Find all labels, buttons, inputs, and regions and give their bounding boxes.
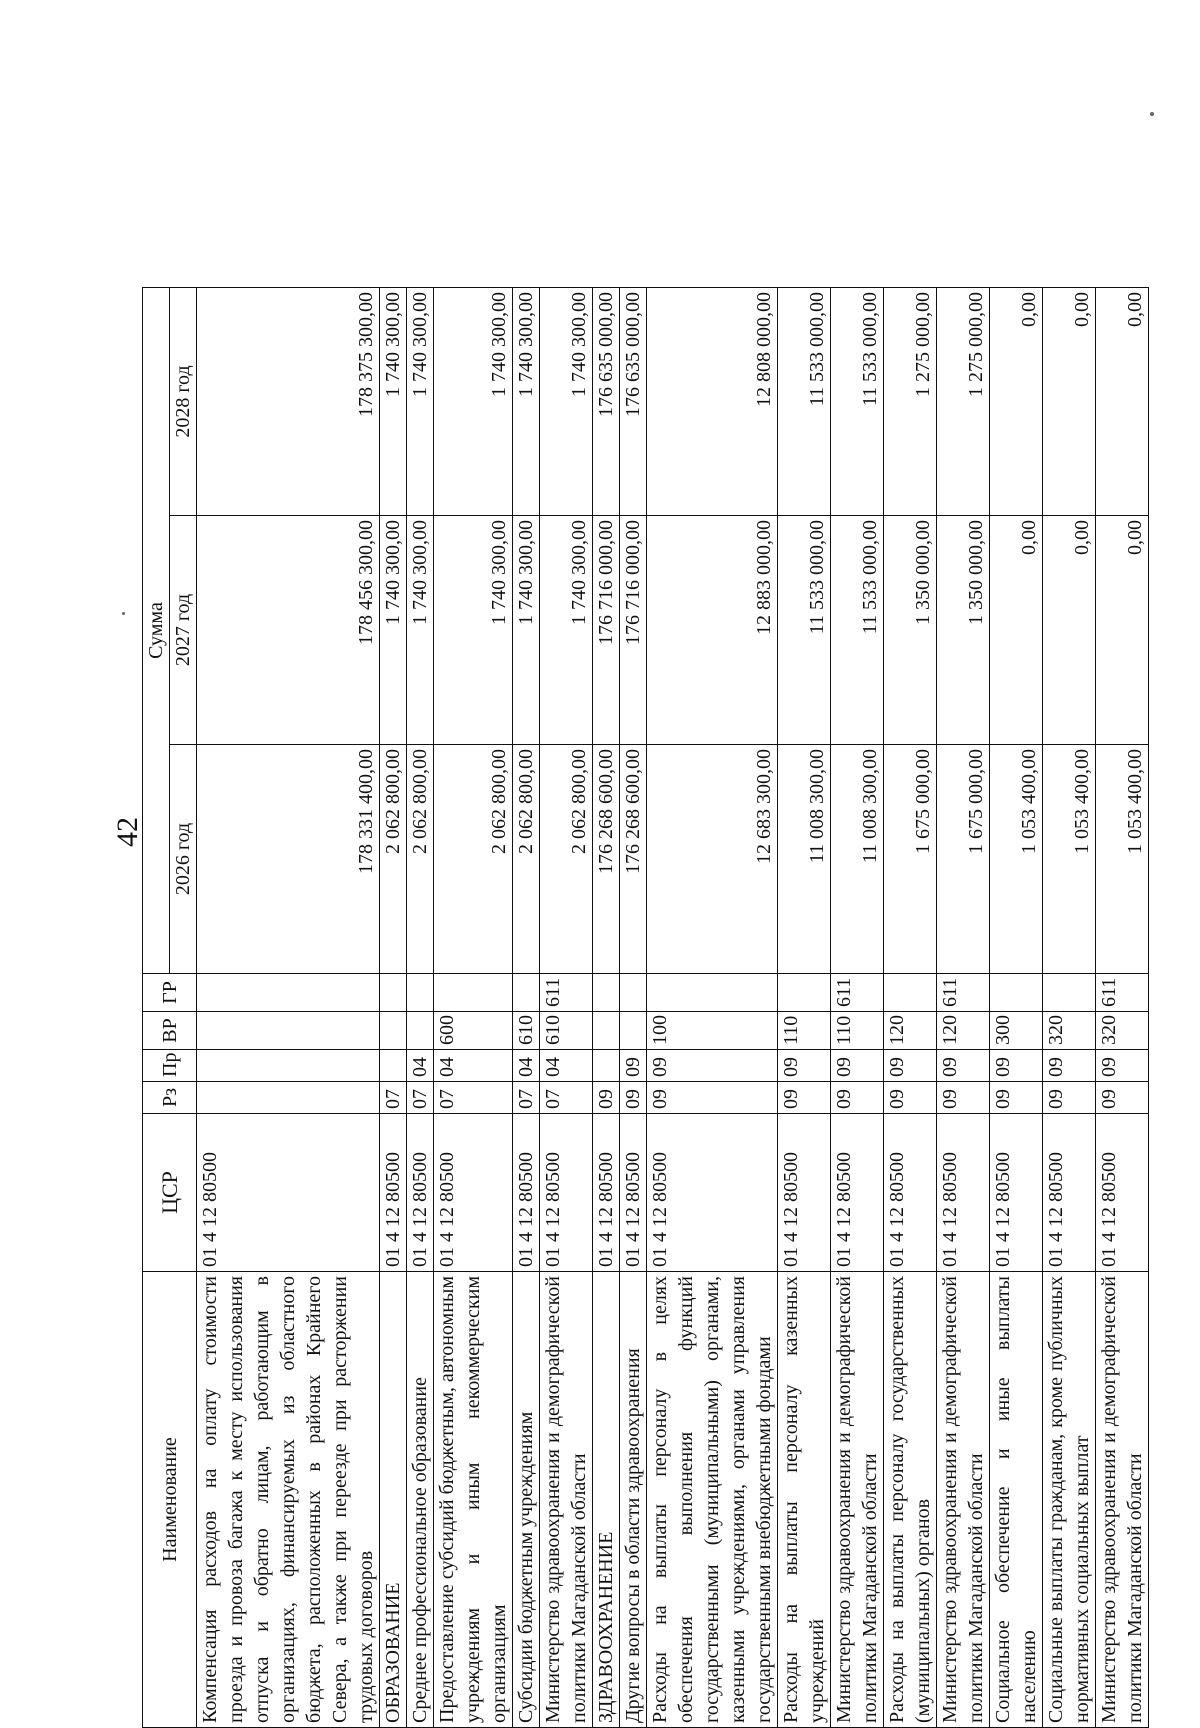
header-2028: 2028 год [170, 287, 197, 515]
scan-speck [122, 612, 125, 615]
cell-2028: 12 808 000,00 [647, 287, 778, 515]
cell-2026: 2 062 800,00 [380, 745, 407, 974]
cell-pr: 09 [1043, 1050, 1096, 1082]
cell-csr: 01 4 12 80500 [197, 1114, 380, 1272]
header-sum: Сумма [143, 287, 170, 973]
cell-rz: 09 [593, 1082, 620, 1114]
cell-2028: 1 740 300,00 [540, 287, 593, 515]
cell-name: Компенсация расходов на оплату стоимости проезда и провоза багажа к месту использования отпуска и обратно лицам, работающим в организациях, финансируемых из областного бюджета, расположенных в районах Крайнего Севера, а также при переезде при расторжении трудовых договоров [197, 1272, 380, 1728]
cell-pr: 09 [620, 1050, 647, 1082]
cell-2026: 178 331 400,00 [197, 745, 380, 974]
cell-name: Министерство здравоохранения и демографической политики Магаданской области [540, 1272, 593, 1728]
cell-rz: 07 [434, 1082, 513, 1114]
cell-csr: 01 4 12 80500 [540, 1114, 593, 1272]
table-row [778, 287, 831, 1727]
cell-pr [380, 1050, 407, 1082]
cell-2026: 2 062 800,00 [513, 745, 540, 974]
table-row [197, 287, 380, 1727]
cell-rz: 07 [407, 1082, 434, 1114]
cell-2028: 1 740 300,00 [513, 287, 540, 515]
cell-name: Субсидии бюджетным учреждениям [513, 1272, 540, 1728]
cell-gr [434, 974, 513, 1012]
cell-gr [513, 974, 540, 1012]
cell-2027: 1 740 300,00 [540, 516, 593, 745]
cell-gr: 611 [937, 974, 990, 1012]
cell-pr: 09 [937, 1050, 990, 1082]
table-row [1043, 287, 1096, 1727]
table-row [593, 287, 620, 1727]
table-row [831, 287, 884, 1727]
cell-rz: 07 [380, 1082, 407, 1114]
cell-gr [990, 974, 1043, 1012]
cell-vr: 600 [434, 1012, 513, 1050]
table-row [407, 287, 434, 1727]
cell-csr: 01 4 12 80500 [434, 1114, 513, 1272]
scan-speck [1150, 112, 1154, 116]
cell-gr [647, 974, 778, 1012]
cell-pr: 09 [884, 1050, 937, 1082]
cell-vr: 320 [1096, 1012, 1149, 1050]
cell-csr: 01 4 12 80500 [884, 1114, 937, 1272]
cell-2028: 0,00 [1043, 287, 1096, 515]
table-row [434, 287, 513, 1727]
cell-2028: 176 635 000,00 [620, 287, 647, 515]
cell-gr [197, 974, 380, 1012]
cell-gr: 611 [540, 974, 593, 1012]
cell-name: Социальное обеспечение и иные выплаты населению [990, 1272, 1043, 1728]
cell-name: Среднее профессиональное образование [407, 1272, 434, 1728]
cell-2026: 2 062 800,00 [540, 745, 593, 974]
cell-vr [380, 1012, 407, 1050]
cell-pr: 09 [990, 1050, 1043, 1082]
cell-vr: 120 [937, 1012, 990, 1050]
cell-2027: 0,00 [1096, 516, 1149, 745]
cell-csr: 01 4 12 80500 [990, 1114, 1043, 1272]
header-rz: Рз [143, 1082, 197, 1114]
cell-2026: 11 008 300,00 [831, 745, 884, 974]
cell-vr: 110 [831, 1012, 884, 1050]
cell-pr: 09 [1096, 1050, 1149, 1082]
cell-csr: 01 4 12 80500 [1096, 1114, 1149, 1272]
cell-2027: 0,00 [1043, 516, 1096, 745]
header-pr: Пр [143, 1050, 197, 1082]
header-vr: ВР [143, 1012, 197, 1050]
cell-csr: 01 4 12 80500 [620, 1114, 647, 1272]
cell-2028: 1 740 300,00 [407, 287, 434, 515]
cell-gr: 611 [1096, 974, 1149, 1012]
cell-2028: 0,00 [990, 287, 1043, 515]
cell-vr: 320 [1043, 1012, 1096, 1050]
table-row [540, 287, 593, 1727]
cell-2027: 176 716 000,00 [620, 516, 647, 745]
cell-name: ЗДРАВООХРАНЕНИЕ [593, 1272, 620, 1728]
table-row [513, 287, 540, 1727]
cell-csr: 01 4 12 80500 [513, 1114, 540, 1272]
cell-gr [1043, 974, 1096, 1012]
header-2027: 2027 год [170, 516, 197, 745]
cell-2028: 11 533 000,00 [831, 287, 884, 515]
cell-rz: 09 [1043, 1082, 1096, 1114]
cell-2027: 176 716 000,00 [593, 516, 620, 745]
cell-gr [778, 974, 831, 1012]
cell-2027: 1 350 000,00 [884, 516, 937, 745]
table-row [884, 287, 937, 1727]
cell-gr [593, 974, 620, 1012]
cell-gr [884, 974, 937, 1012]
cell-rz: 09 [778, 1082, 831, 1114]
cell-csr: 01 4 12 80500 [1043, 1114, 1096, 1272]
cell-csr: 01 4 12 80500 [593, 1114, 620, 1272]
cell-vr [407, 1012, 434, 1050]
cell-2028: 11 533 000,00 [778, 287, 831, 515]
cell-2026: 11 008 300,00 [778, 745, 831, 974]
cell-gr [407, 974, 434, 1012]
cell-csr: 01 4 12 80500 [647, 1114, 778, 1272]
cell-2027: 1 350 000,00 [937, 516, 990, 745]
cell-2027: 178 456 300,00 [197, 516, 380, 745]
table-row [647, 287, 778, 1727]
cell-name: ОБРАЗОВАНИЕ [380, 1272, 407, 1728]
cell-2028: 178 375 300,00 [197, 287, 380, 515]
cell-2027: 1 740 300,00 [407, 516, 434, 745]
cell-csr: 01 4 12 80500 [937, 1114, 990, 1272]
cell-rz: 09 [620, 1082, 647, 1114]
cell-name: Министерство здравоохранения и демографической политики Магаданской области [937, 1272, 990, 1728]
table-body [197, 287, 1149, 1727]
cell-2027: 12 883 000,00 [647, 516, 778, 745]
cell-pr: 04 [434, 1050, 513, 1082]
table-row [380, 287, 407, 1727]
cell-csr: 01 4 12 80500 [380, 1114, 407, 1272]
cell-name: Министерство здравоохранения и демографической политики Магаданской области [1096, 1272, 1149, 1728]
cell-rz: 07 [513, 1082, 540, 1114]
cell-2027: 1 740 300,00 [513, 516, 540, 745]
cell-pr: 09 [647, 1050, 778, 1082]
cell-2026: 1 053 400,00 [990, 745, 1043, 974]
cell-vr: 610 [540, 1012, 593, 1050]
cell-name: Социальные выплаты гражданам, кроме публичных нормативных социальных выплат [1043, 1272, 1096, 1728]
cell-rz [197, 1082, 380, 1114]
cell-pr: 04 [407, 1050, 434, 1082]
cell-2028: 1 275 000,00 [937, 287, 990, 515]
cell-name: Предоставление субсидий бюджетным, автономным учреждениям и иным некоммерческим организациям [434, 1272, 513, 1728]
cell-vr: 100 [647, 1012, 778, 1050]
cell-rz: 09 [884, 1082, 937, 1114]
cell-vr [620, 1012, 647, 1050]
cell-2026: 1 053 400,00 [1043, 745, 1096, 974]
cell-pr [593, 1050, 620, 1082]
cell-name: Министерство здравоохранения и демографической политики Магаданской области [831, 1272, 884, 1728]
table-row [1096, 287, 1149, 1727]
cell-pr: 04 [513, 1050, 540, 1082]
cell-vr: 300 [990, 1012, 1043, 1050]
cell-2028: 176 635 000,00 [593, 287, 620, 515]
cell-2026: 2 062 800,00 [407, 745, 434, 974]
cell-pr: 04 [540, 1050, 593, 1082]
cell-csr: 01 4 12 80500 [778, 1114, 831, 1272]
cell-vr [593, 1012, 620, 1050]
cell-vr: 110 [778, 1012, 831, 1050]
cell-2028: 0,00 [1096, 287, 1149, 515]
cell-vr: 120 [884, 1012, 937, 1050]
header-2026: 2026 год [170, 745, 197, 974]
budget-table [142, 287, 1149, 1728]
cell-gr [380, 974, 407, 1012]
cell-rz: 09 [990, 1082, 1043, 1114]
cell-pr: 09 [778, 1050, 831, 1082]
cell-vr [197, 1012, 380, 1050]
cell-2028: 1 740 300,00 [434, 287, 513, 515]
budget-table-rotated [142, 288, 1146, 1728]
cell-rz: 09 [937, 1082, 990, 1114]
cell-rz: 09 [1096, 1082, 1149, 1114]
cell-2026: 1 053 400,00 [1096, 745, 1149, 974]
cell-csr: 01 4 12 80500 [831, 1114, 884, 1272]
cell-2027: 11 533 000,00 [778, 516, 831, 745]
cell-2026: 12 683 300,00 [647, 745, 778, 974]
cell-gr [620, 974, 647, 1012]
cell-name: Расходы на выплаты персоналу в целях обеспечения выполнения функций государственными (муниципальными) органами, казенными учреждениями, органами управления государственными внебюджетными фондами [647, 1272, 778, 1728]
cell-2026: 1 675 000,00 [884, 745, 937, 974]
cell-csr: 01 4 12 80500 [407, 1114, 434, 1272]
cell-2026: 2 062 800,00 [434, 745, 513, 974]
cell-pr: 09 [831, 1050, 884, 1082]
table-row [620, 287, 647, 1727]
cell-name: Расходы на выплаты персоналу государственных (муниципальных) органов [884, 1272, 937, 1728]
cell-2027: 1 740 300,00 [380, 516, 407, 745]
cell-name: Другие вопросы в области здравоохранения [620, 1272, 647, 1728]
page-number: 42 [111, 817, 144, 847]
table-row [990, 287, 1043, 1727]
header-name: Наименование [143, 1272, 197, 1728]
cell-2027: 11 533 000,00 [831, 516, 884, 745]
table-header-row [143, 287, 170, 1727]
cell-pr [197, 1050, 380, 1082]
cell-rz: 09 [831, 1082, 884, 1114]
cell-2026: 1 675 000,00 [937, 745, 990, 974]
cell-vr: 610 [513, 1012, 540, 1050]
cell-2026: 176 268 600,00 [593, 745, 620, 974]
cell-2028: 1 740 300,00 [380, 287, 407, 515]
cell-rz: 07 [540, 1082, 593, 1114]
cell-2027: 0,00 [990, 516, 1043, 745]
cell-rz: 09 [647, 1082, 778, 1114]
header-csr: ЦСР [143, 1114, 197, 1272]
cell-2026: 176 268 600,00 [620, 745, 647, 974]
cell-2028: 1 275 000,00 [884, 287, 937, 515]
header-gr: ГР [143, 974, 197, 1012]
cell-2027: 1 740 300,00 [434, 516, 513, 745]
table-row [937, 287, 990, 1727]
cell-gr: 611 [831, 974, 884, 1012]
cell-name: Расходы на выплаты персоналу казенных учреждений [778, 1272, 831, 1728]
